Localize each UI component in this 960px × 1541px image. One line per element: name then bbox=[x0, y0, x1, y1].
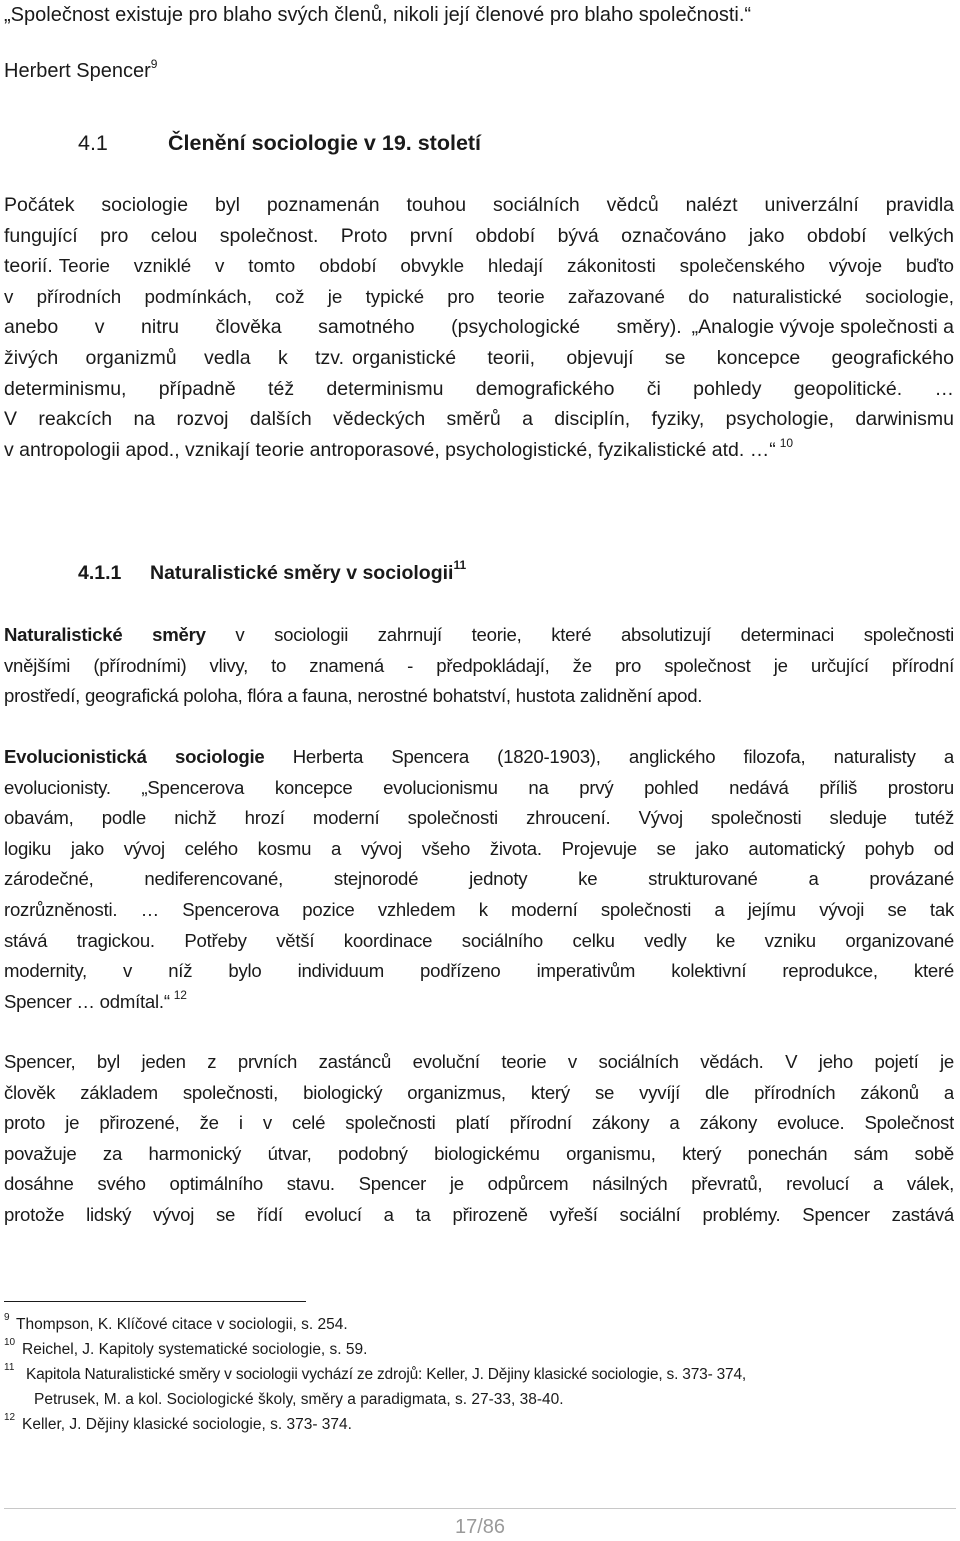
text-line: Spencer, byl jeden z prvních zastánců evoluční teorie v sociálních vědách. V jeho pojetí je bbox=[4, 1051, 954, 1072]
footnote-text: Reichel, J. Kapitoly systematické sociologie, s. 59. bbox=[22, 1341, 368, 1358]
footnote-text: Kapitola Naturalistické směry v sociologii vychází ze zdrojů: Keller, J. Dějiny klasické sociologie, s. 373- 374, bbox=[26, 1366, 747, 1383]
author-name: Herbert Spencer bbox=[4, 60, 151, 82]
text-line: v přírodních podmínkách, což je typické pro teorie zařazované do naturalistické sociologie, bbox=[4, 285, 954, 307]
text-line: člověk základem společnosti, biologický organizmus, který se vyvíjí dle přírodních zákonů a bbox=[4, 1081, 954, 1103]
section-number: 4.1 bbox=[78, 131, 108, 155]
footnote-item bbox=[4, 1362, 956, 1412]
quote-text: „Společnost existuje pro blaho svých členů, nikoli její členové pro blaho společnosti.“ bbox=[4, 4, 752, 26]
footnote-ref[interactable]: 12 bbox=[173, 987, 187, 1002]
footnote-ref[interactable]: 10 bbox=[779, 435, 794, 450]
subsection-title: Naturalistické směry v sociologii bbox=[150, 562, 454, 584]
text-line: modernity, v níž bylo individuum podřízeno imperativům kolektivní reprodukce, které bbox=[4, 960, 954, 982]
section-title: Členění sociologie v 19. století bbox=[168, 131, 482, 155]
text-line: prostředí, geografická poloha, flóra a fauna, nerostné bohatství, hustota zalidnění apod. bbox=[4, 685, 703, 707]
footnote-item bbox=[4, 1412, 956, 1437]
text-line: Naturalistické směry v sociologii zahrnují teorie, které absolutizují determinaci společnosti bbox=[4, 624, 954, 645]
text-line: proto je přirozené, že i v celé společnosti platí přírodní zákony a zákony evoluce. Společnost bbox=[4, 1112, 954, 1134]
text-line: Počátek sociologie byl poznamenán touhou sociálních vědců nalézt univerzální pravidla bbox=[4, 194, 954, 216]
text-line: dosáhne svého optimálního stavu. Spencer je odpůrcem násilných převratů, revolucí a válek, bbox=[4, 1173, 954, 1195]
footnote-mark: 10 bbox=[4, 1337, 16, 1348]
footnote-separator bbox=[4, 1301, 306, 1302]
footnote-text: Thompson, K. Klíčové citace v sociologii, s. 254. bbox=[16, 1316, 348, 1333]
paragraph-naturalistic bbox=[4, 619, 954, 711]
footnote-mark: 12 bbox=[4, 1412, 16, 1423]
footnote-item bbox=[4, 1312, 956, 1337]
subsection-heading bbox=[78, 558, 466, 588]
footnotes bbox=[4, 1312, 956, 1437]
footnote-ref[interactable]: 9 bbox=[150, 57, 158, 71]
text-line: determinismu, případně též determinismu demografického či pohledy geopolitické. … bbox=[4, 377, 954, 400]
footnote-text: Keller, J. Dějiny klasické sociologie, s. 373- 374. bbox=[22, 1416, 352, 1433]
section-heading bbox=[78, 128, 481, 158]
text-line: stává tragickou. Potřeby větší koordinace sociálního celku vedly ke vzniku organizované bbox=[4, 929, 954, 951]
text-line: teorií. Teorie vzniklé v tomto období obvykle hledají zákonitosti společenského vývoje buďto bbox=[4, 255, 954, 278]
text-line: anebo v nitru člověka samotného (psychologické směry). „Analogie vývoje společnosti a bbox=[4, 316, 954, 339]
page-number: 17/86 bbox=[454, 1516, 506, 1538]
text-line: zárodečné, nediferencované, stejnorodé jednoty ke strukturované a provázané bbox=[4, 868, 954, 890]
text-line: rozrůzněnosti. … Spencerova pozice vzhledem k moderní společnosti a jejímu vývoji se tak bbox=[4, 898, 954, 920]
text-line: fungující pro celou společnost. Proto první období bývá označováno jako období velkých bbox=[4, 224, 954, 247]
text-line: považuje za harmonický útvar, podobný biologickému organismu, který ponechán sám sobě bbox=[4, 1142, 954, 1164]
text-line: živých organizmů vedla k tzv. organistické teorii, objevují se koncepce geografického bbox=[4, 346, 954, 369]
text-line: protože lidský vývoj se řídí evolucí a ta přirozeně vyřeší sociální problémy. Spencer zastává bbox=[4, 1203, 954, 1225]
footnote-mark: 11 bbox=[4, 1362, 15, 1373]
footnote-mark: 9 bbox=[4, 1312, 10, 1323]
text-line: v antropologii apod., vznikají teorie antroporasové, psychologistické, fyzikalistické atd. …“ $^{10}$ bbox=[4, 435, 794, 461]
footer-separator bbox=[4, 1508, 956, 1509]
intro-paragraph bbox=[4, 190, 954, 465]
text-line: V reakcích na rozvoj dalších vědeckých směrů a disciplín, fyziky, psychologie, darwinismu bbox=[4, 408, 954, 431]
bold-term: Naturalistické směry bbox=[4, 624, 206, 645]
text-line: vnějšími (přírodními) vlivy, to znamená - předpokládají, že pro společnost je určující přírodní bbox=[4, 654, 954, 676]
text-line: evolucionisty. „Spencerova koncepce evolucionismu na prvý pohled nedává příliš prostoru bbox=[4, 776, 954, 798]
text-line: Evolucionistická sociologie Herberta Spencera (1820-1903), anglického filozofa, naturalisty a bbox=[4, 746, 954, 767]
text-line: Spencer … odmítal.“ $^{12}$ bbox=[4, 987, 187, 1012]
paragraph-spencer bbox=[4, 1046, 954, 1230]
subsection-number: 4.1.1 bbox=[78, 562, 122, 584]
text-line: obavám, podle nichž hrozí moderní společnosti zhroucení. Vývoj společnosti sleduje tutéž bbox=[4, 807, 954, 829]
text-line: logiku jako vývoj celého kosmu a vývoj všeho života. Projevuje se jako automatický pohyb od bbox=[4, 837, 954, 859]
epigraph-quote bbox=[4, 0, 751, 30]
footnote-text: Petrusek, M. a kol. Sociologické školy, směry a paradigmata, s. 27-33, 38-40. bbox=[34, 1391, 564, 1408]
epigraph-author bbox=[4, 56, 157, 86]
paragraph-evolutionist bbox=[4, 741, 954, 1017]
footnote-ref[interactable]: 11 bbox=[453, 558, 467, 572]
bold-term: Evolucionistická sociologie bbox=[4, 746, 265, 767]
footnote-item bbox=[4, 1337, 956, 1362]
